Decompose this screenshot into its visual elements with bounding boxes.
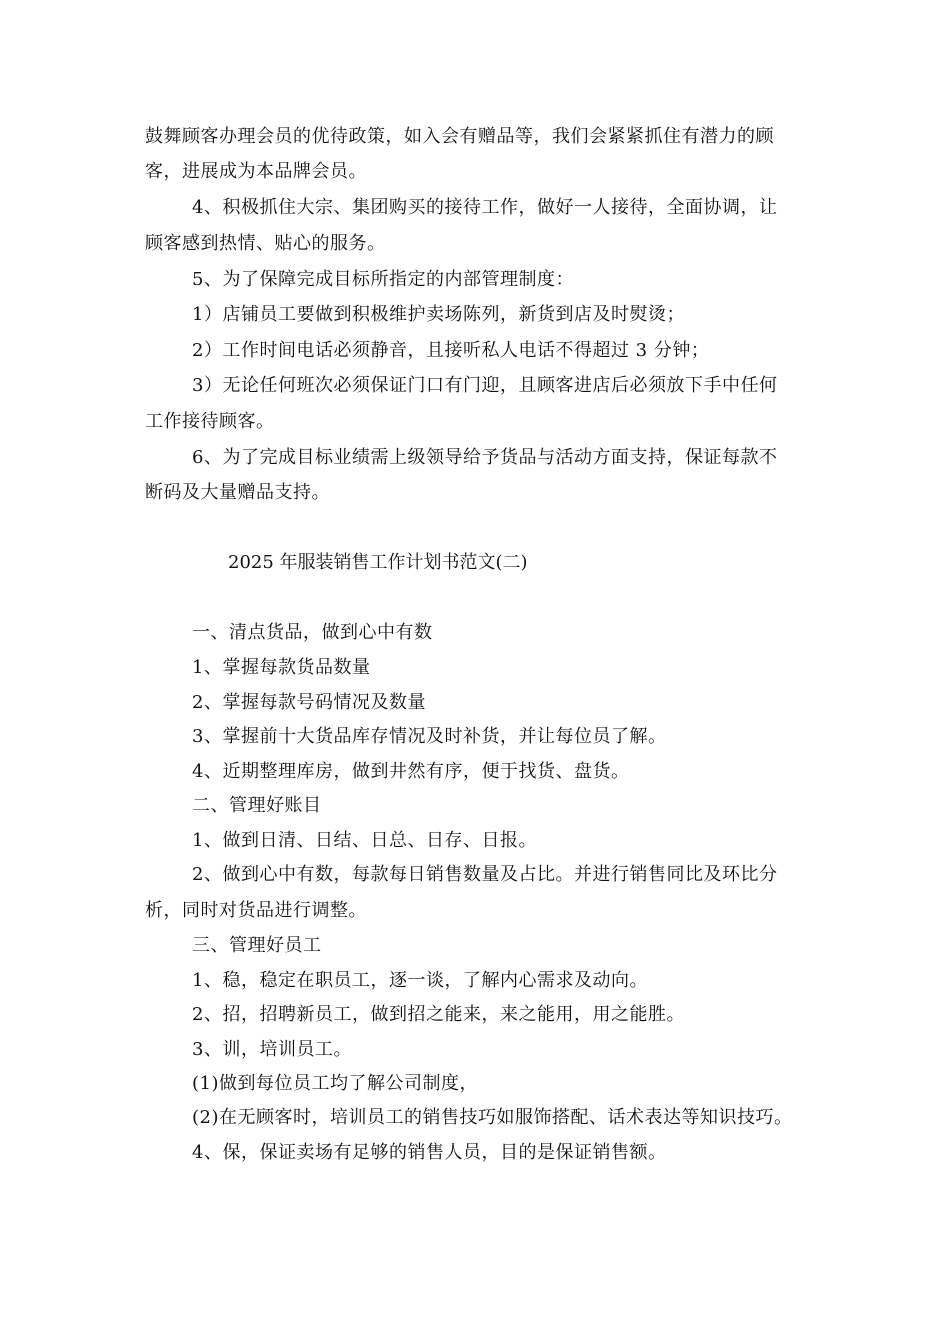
list-item: 1、掌握每款货品数量 bbox=[192, 657, 371, 678]
paragraph-line: 断码及大量赠品支持。 bbox=[145, 482, 330, 503]
heading-line: 一、清点货品，做到心中有数 bbox=[192, 622, 433, 643]
paragraph-line: 6、为了完成目标业绩需上级领导给予货品与活动方面支持，保证每款不 bbox=[192, 447, 778, 468]
list-item: 2、做到心中有数，每款每日销售数量及占比。并进行销售同比及环比分 bbox=[192, 864, 778, 885]
heading-line: 二、管理好账目 bbox=[192, 795, 322, 816]
list-item: (1)做到每位员工均了解公司制度， bbox=[192, 1073, 478, 1094]
list-item: 析，同时对货品进行调整。 bbox=[145, 900, 367, 921]
list-item: 4、保，保证卖场有足够的销售人员，目的是保证销售额。 bbox=[192, 1142, 667, 1163]
paragraph-line: 4、积极抓住大宗、集团购买的接待工作，做好一人接待，全面协调，让 bbox=[192, 197, 778, 218]
list-item: 2、掌握每款号码情况及数量 bbox=[192, 692, 426, 713]
paragraph-line: 2）工作时间电话必须静音，且接听私人电话不得超过 3 分钟； bbox=[192, 340, 710, 361]
section-title: 2025 年服装销售工作计划书范文(二) bbox=[228, 552, 528, 573]
list-item: 4、近期整理库房，做到井然有序，便于找货、盘货。 bbox=[192, 761, 630, 782]
list-item: 1、稳，稳定在职员工，逐一谈，了解内心需求及动向。 bbox=[192, 970, 648, 991]
paragraph-line: 3）无论任何班次必须保证门口有门迎，且顾客进店后必须放下手中任何 bbox=[192, 375, 778, 396]
list-item: (2)在无顾客时，培训员工的销售技巧如服饰搭配、话术表达等知识技巧。 bbox=[192, 1107, 793, 1128]
paragraph-line: 5、为了保障完成目标所指定的内部管理制度： bbox=[192, 269, 574, 290]
list-item: 2、招，招聘新员工，做到招之能来，来之能用，用之能胜。 bbox=[192, 1004, 685, 1025]
paragraph-line: 客，进展成为本品牌会员。 bbox=[145, 161, 367, 182]
paragraph-line: 1）店铺员工要做到积极维护卖场陈列，新货到店及时熨烫； bbox=[192, 304, 685, 325]
list-item: 1、做到日清、日结、日总、日存、日报。 bbox=[192, 830, 537, 851]
paragraph-line: 顾客感到热情、贴心的服务。 bbox=[145, 233, 386, 254]
list-item: 3、掌握前十大货品库存情况及时补货，并让每位员了解。 bbox=[192, 726, 667, 747]
paragraph-line: 鼓舞顾客办理会员的优待政策，如入会有赠品等，我们会紧紧抓住有潜力的顾 bbox=[145, 126, 774, 147]
heading-line: 三、管理好员工 bbox=[192, 935, 322, 956]
paragraph-line: 工作接待顾客。 bbox=[145, 411, 275, 432]
list-item: 3、训，培训员工。 bbox=[192, 1039, 352, 1060]
